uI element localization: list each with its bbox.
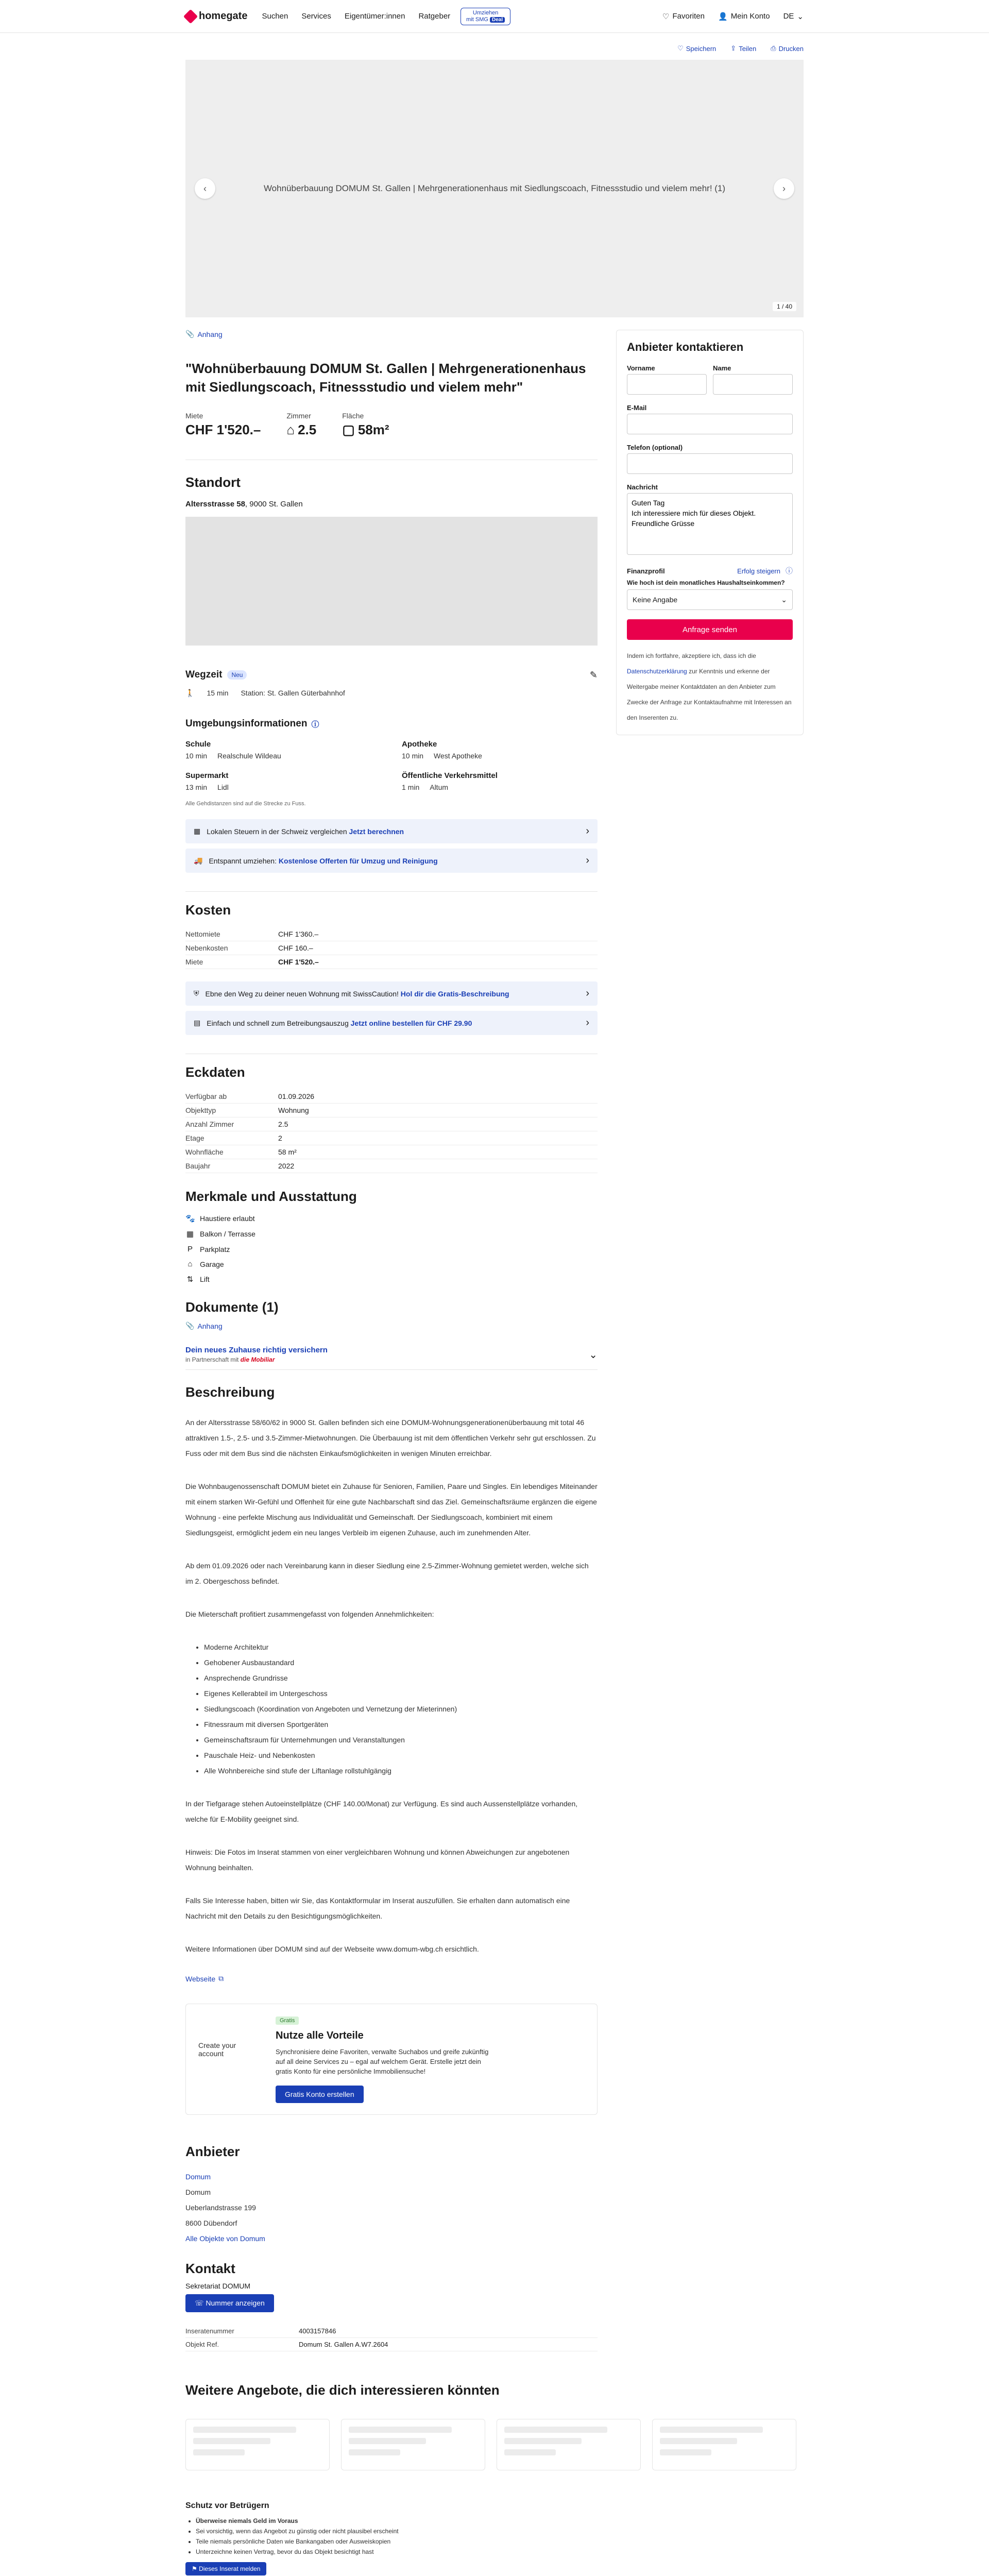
location-map[interactable] (185, 517, 598, 646)
amenity-distance: 1 min (402, 783, 420, 791)
promo-text: Lokalen Steuern in der Schweiz vergleichen (207, 827, 349, 836)
costs-key: Miete (185, 958, 203, 966)
save-label: Speichern (686, 44, 717, 53)
provider-street: Ueberlandstrasse 199 (185, 2204, 256, 2212)
description-paragraph: Falls Sie Interesse haben, bitten wir Sie, das Kontaktformular im Inserat auszufüllen. Sie erhalten dann automatisch eine Nachricht mit den Details zu den Besichtigungsmöglichkeiten. (185, 1896, 570, 1920)
attachment-label: Anhang (197, 330, 223, 338)
fact-area (342, 412, 389, 438)
description-paragraph: Die Wohnbaugenossenschaft DOMUM bietet ein Zuhause für Senioren, Familien, Paare und Singles. Ein lebendiges Miteinander mit einem starken Wir-Gefühl und Offenheit für eine gute Nachbarschaft sind das Ziel. Gemeinschaftsräume ergänzen die eigene Wohnung - eine perfekte Mischung aus Individualität und Gemeinschaft. Der Siedlungscoach, kombiniert mit einem Siedlungsgeist, ermöglicht jedem ein neu langes Verbleib im eigenen Zuhause, auch im zunehmenden Alter. (185, 1482, 598, 1537)
promo-tax-compare[interactable] (185, 819, 598, 843)
feature-item (185, 1245, 598, 1253)
create-account-text: Synchronisiere deine Favoriten, verwalte Suchabos und greife zukünftig auf all deine Services zu – egal auf welchem Gerät. Erstelle jetzt dein gratis Konto für eine persönliche Immobiliensuche! (276, 2048, 489, 2075)
fact-rent-label: Miete (185, 412, 203, 420)
costs-key: Nebenkosten (185, 944, 228, 952)
language-label: DE (783, 12, 794, 21)
key-data-row (185, 1159, 598, 1173)
feature-label: Haustiere erlaubt (200, 1214, 255, 1223)
description-section (185, 1384, 598, 1983)
chevron-down-icon: ⌄ (589, 1349, 598, 1361)
amenities-grid (185, 740, 598, 791)
costs-value: CHF 1'360.– (278, 930, 319, 938)
amenity-pharmacy (402, 740, 598, 760)
content-area (0, 330, 989, 2382)
info-icon[interactable]: ⓘ (786, 567, 793, 575)
provider-link[interactable]: Domum (185, 2173, 211, 2181)
description-paragraph: Hinweis: Die Fotos im Inserat stammen von einer vergleichbaren Wohnung und können Abweichungen zur angebotenen Wohnung beinhalten. (185, 1848, 570, 1872)
wegzeit-time: 15 min (207, 689, 229, 697)
key-data-row (185, 1104, 598, 1117)
smg-deal-badge[interactable] (461, 8, 510, 25)
mobiliar-title: Dein neues Zuhause richtig versichern (185, 1346, 328, 1354)
amenity-transport (402, 771, 598, 791)
heart-icon: ♡ (662, 12, 670, 21)
merkmale-heading: Merkmale und Ausstattung (185, 1189, 357, 1204)
key-data-key: Objekttyp (185, 1106, 216, 1114)
account-link[interactable] (718, 12, 770, 21)
chevron-right-icon: › (586, 1017, 589, 1028)
description-list-item: • Gehobener Ausbaustandard (204, 1655, 598, 1670)
print-icon: ⎙ (771, 44, 776, 52)
feature-label: Lift (200, 1275, 210, 1283)
create-account-button[interactable]: Gratis Konto erstellen (276, 2086, 364, 2103)
key-data-row (185, 1117, 598, 1131)
finance-profile-row (627, 566, 793, 576)
amenity-name: Lidl (217, 783, 229, 791)
mobiliar-insurance-promo[interactable] (185, 1346, 598, 1370)
listing-title: "Wohnüberbauung DOMUM St. Gallen | Mehrgenerationenhaus mit Siedlungscoach, Fitnessstudio und vielem mehr" (185, 361, 586, 395)
costs-value: CHF 1'520.– (278, 958, 319, 966)
gallery-image-caption: Wohnüberbauung DOMUM St. Gallen | Mehrgenerationenhaus mit Siedlungscoach, Fitnessstudio und vielem mehr! (1) (263, 183, 726, 193)
key-data-key: Etage (185, 1134, 204, 1142)
id-key: Objekt Ref. (185, 2341, 219, 2348)
dokumente-heading: Dokumente (1) (185, 1299, 279, 1315)
free-badge: Gratis (276, 2016, 299, 2025)
contact-form-title: Anbieter kontaktieren (627, 341, 744, 353)
show-number-button[interactable] (185, 2294, 274, 2312)
key-data-value: 58 m² (278, 1148, 297, 1156)
amenity-school (185, 740, 381, 760)
wegzeit-heading: Wegzeit (185, 669, 223, 680)
garage-icon: ⌂ (187, 1260, 193, 1268)
key-data-row (185, 1145, 598, 1159)
message-textarea[interactable] (627, 493, 793, 555)
amenity-name: Altum (430, 783, 449, 791)
save-button[interactable] (677, 44, 716, 53)
promo-swisscaution[interactable] (185, 981, 598, 1006)
create-account-title: Nutze alle Vorteile (276, 2030, 364, 2041)
wegzeit-row (185, 689, 598, 698)
main-column (185, 330, 598, 2382)
key-data-key: Anzahl Zimmer (185, 1120, 234, 1128)
costs-row (185, 955, 598, 969)
fact-rent (185, 412, 261, 438)
feature-item (185, 1275, 598, 1284)
amenity-category: Apotheke (402, 740, 437, 749)
description-list-item: • Fitnessraum mit diversen Sportgeräten (204, 1717, 598, 1732)
contact-section (185, 2261, 598, 2312)
promo-text: Entspannt umziehen: (209, 856, 279, 865)
parking-icon: P (187, 1245, 193, 1253)
promo-line-2: mit SMG (466, 16, 490, 23)
legal-text-post: zur Kenntnis und erkenne der Weitergabe meiner Kontaktdaten an den Anbieter zum Zwecke der Anfrage zur Kontaktaufnahme mit Interessen an den Inserenten zu. (627, 668, 792, 721)
chevron-right-icon: › (586, 825, 589, 837)
provider-all-listings-link[interactable]: Alle Objekte von Domum (185, 2234, 265, 2243)
lastname-label: Name (713, 364, 731, 372)
costs-key: Nettomiete (185, 930, 220, 938)
description-list-item: • Ansprechende Grundrisse (204, 1670, 598, 1686)
id-row (185, 2338, 598, 2351)
report-listing-label: Dieses Inserat melden (199, 2565, 261, 2572)
key-data-value: 01.09.2026 (278, 1092, 315, 1100)
phone-input[interactable] (627, 453, 793, 474)
create-account-label: Create your account (198, 2041, 236, 2058)
paperclip-icon: 📎 (185, 330, 195, 338)
address (185, 500, 598, 509)
income-select[interactable] (627, 589, 793, 610)
nav-item-services[interactable]: Services (301, 12, 331, 21)
feature-label: Parkplatz (200, 1245, 230, 1253)
privacy-link[interactable]: Datenschutzerklärung (627, 668, 687, 675)
more-offers-section (0, 2382, 989, 2576)
lift-icon: ⇅ (186, 1275, 194, 1284)
legal-text-pre: Indem ich fortfahre, akzeptiere ich, dass ich die (627, 652, 756, 659)
more-offers-heading: Weitere Angebote, die dich interessieren könnten (185, 2382, 500, 2398)
fact-rooms-label: Zimmer (286, 412, 311, 420)
calculator-icon: ▦ (194, 827, 201, 835)
address-city: , 9000 St. Gallen (245, 500, 303, 509)
promo-moving-offers[interactable] (185, 849, 598, 873)
site-header (0, 0, 989, 33)
contact-name: Sekretariat DOMUM (185, 2282, 251, 2290)
promo-text: Einfach und schnell zum Betreibungsauszug (207, 1019, 351, 1027)
nav-item-suchen[interactable]: Suchen (262, 12, 288, 21)
nav-item-ratgeber[interactable]: Ratgeber (418, 12, 451, 21)
description-list-item: • Eigenes Kellerabteil im Untergeschoss (204, 1686, 598, 1701)
description-list-item: • Moderne Architektur (204, 1639, 598, 1655)
language-switcher[interactable] (783, 12, 804, 21)
firstname-label: Vorname (627, 364, 655, 372)
id-row (185, 2325, 598, 2338)
phone-label: Telefon (optional) (627, 444, 683, 451)
message-label: Nachricht (627, 483, 658, 491)
anbieter-heading: Anbieter (185, 2144, 240, 2159)
key-data-row (185, 1131, 598, 1145)
kosten-heading: Kosten (185, 902, 231, 918)
paperclip-icon: 📎 (185, 1321, 195, 1330)
description-list-item: • Gemeinschaftsraum für Unternehmungen und Veranstaltungen (204, 1732, 598, 1748)
costs-row (185, 927, 598, 941)
homegate-logo[interactable] (185, 10, 247, 22)
offer-cards (185, 2419, 804, 2470)
amenity-supermarket (185, 771, 381, 791)
sidebar (616, 330, 804, 2382)
main-nav (262, 12, 450, 21)
image-gallery[interactable] (185, 60, 804, 317)
form-legal-note (627, 648, 793, 725)
flag-icon: ⚑ (192, 2565, 199, 2572)
phone-icon: ☏ (195, 2299, 206, 2307)
key-data-value: 2022 (278, 1162, 295, 1170)
send-request-button[interactable]: Anfrage senden (627, 619, 793, 640)
id-value: 4003157846 (299, 2327, 336, 2335)
key-data-value: 2.5 (278, 1120, 288, 1128)
chevron-right-icon: › (586, 988, 589, 999)
amenity-distance: 10 min (185, 752, 208, 760)
key-data-value: Wohnung (278, 1106, 309, 1114)
description-list (204, 1639, 598, 1778)
share-button[interactable] (730, 44, 756, 53)
lastname-input[interactable] (713, 374, 793, 395)
website-label: Webseite (185, 1974, 216, 1983)
description-paragraph: Die Mieterschaft profitiert zusammengefasst von folgenden Annehmlichkeiten: (185, 1610, 434, 1618)
balcony-icon: ▦ (186, 1230, 194, 1239)
promo-text: Ebne den Weg zu deiner neuen Wohnung mit SwissCaution! (205, 989, 401, 998)
feature-item (185, 1229, 598, 1239)
document-attachment-link[interactable] (185, 1321, 598, 1330)
amenity-category: Supermarkt (185, 771, 229, 780)
id-key: Inseratenummer (185, 2327, 234, 2335)
fact-rent-value: CHF 1'520.– (185, 422, 261, 437)
provider-section (185, 2144, 598, 2246)
promo-link: Jetzt online bestellen für CHF 29.90 (350, 1019, 472, 1027)
amenities-disclaimer: Alle Gehdistanzen sind auf die Strecke zu Fuss. (185, 801, 306, 807)
contact-form (616, 330, 804, 735)
income-question: Wie hoch ist dein monatliches Haushaltseinkommen? (627, 579, 785, 586)
promo-link: Kostenlose Offerten für Umzug und Reinigung (278, 856, 438, 865)
attachment-link[interactable] (185, 330, 598, 338)
rooms-icon: ⌂ (286, 422, 295, 437)
external-link-icon: ⧉ (218, 1974, 224, 1982)
gallery-next-button[interactable]: › (774, 178, 794, 199)
share-label: Teilen (739, 44, 757, 53)
promo-betreibungsauszug[interactable] (185, 1011, 598, 1035)
pet-icon: 🐾 (185, 1214, 195, 1223)
standort-heading: Standort (185, 474, 241, 490)
gallery-actions (185, 44, 804, 53)
amenity-name: Realschule Wildeau (217, 752, 281, 760)
document-icon: ▤ (194, 1019, 201, 1027)
description-paragraph: In der Tiefgarage stehen Autoeinstellplätze (CHF 140.00/Monat) zur Verfügung. Es sind auch Aussenstellplätze vorhanden, welche für E-Mobility geeignet sind. (185, 1800, 578, 1823)
fraud-list (196, 2516, 804, 2557)
kontakt-heading: Kontakt (185, 2261, 235, 2276)
truck-icon: 🚚 (194, 856, 203, 865)
feature-label: Balkon / Terrasse (200, 1230, 255, 1238)
feature-item (185, 1214, 598, 1223)
description-paragraph: Weitere Informationen über DOMUM sind auf der Webseite www.domum-wbg.ch ersichtlich. (185, 1945, 479, 1953)
document-attachment-label: Anhang (197, 1321, 223, 1330)
account-label: Mein Konto (730, 12, 770, 21)
info-icon[interactable]: ⓘ (311, 720, 319, 729)
key-data-key: Baujahr (185, 1162, 211, 1170)
offer-card-placeholder[interactable] (341, 2419, 485, 2470)
promo-link: Hol dir die Gratis-Beschreibung (400, 989, 509, 998)
umgebung-heading (185, 718, 598, 730)
favorites-label: Favoriten (672, 12, 705, 21)
description-list-item: • Siedlungscoach (Koordination von Angeboten und Vernetzung der Mieterinnen) (204, 1701, 598, 1717)
provider-name: Domum (185, 2188, 211, 2196)
key-data-key: Wohnfläche (185, 1148, 224, 1156)
key-data-key: Verfügbar ab (185, 1092, 227, 1100)
wegzeit-header (185, 669, 598, 681)
header-actions (662, 12, 804, 21)
shield-icon: ⛨ (194, 989, 199, 997)
fraud-heading: Schutz vor Betrügern (185, 2501, 269, 2510)
print-label: Drucken (778, 44, 804, 53)
gallery-section (0, 44, 989, 317)
report-listing-button[interactable] (185, 2562, 266, 2575)
fraud-item: • Sei vorsichtig, wenn das Angebot zu günstig oder nicht plausibel erscheint (196, 2526, 804, 2536)
beschreibung-heading: Beschreibung (185, 1384, 275, 1400)
key-facts (185, 412, 598, 438)
print-button[interactable] (771, 44, 804, 53)
provider-city: 8600 Dübendorf (185, 2219, 237, 2227)
gallery-counter: 1 / 40 (773, 302, 796, 311)
income-select-value: Keine Angabe (633, 596, 678, 604)
description-paragraph: An der Altersstrasse 58/60/62 in 9000 St. Gallen befinden sich eine DOMUM-Wohnungsgenerationenüberbauung mit total 46 attraktiven 1.5-, 2.5- und 3.5-Zimmer-Mietwohnungen. Die Überbauung ist mit dem öffentlichen Verkehr sehr gut erschlossen. Zu Fuss oder mit dem Bus sind die nächsten Einkaufsmöglichkeiten in wenigen Minuten erreichbar. (185, 1418, 596, 1458)
fact-rooms (286, 412, 316, 438)
fraud-item: • Unterzeichne keinen Vertrag, bevor du das Objekt besichtigt hast (196, 2547, 804, 2557)
promo-link: Jetzt berechnen (349, 827, 404, 836)
favorites-link[interactable] (662, 12, 705, 21)
logo-icon (183, 9, 198, 23)
promo-tag: Deal (490, 17, 505, 23)
key-data-row (185, 1090, 598, 1104)
wegzeit-destination: Station: St. Gallen Güterbahnhof (241, 689, 345, 697)
finance-profile-link[interactable]: Erfolg steigern (737, 567, 780, 575)
amenity-distance: 10 min (402, 752, 424, 760)
listing-ids (185, 2325, 598, 2351)
amenity-category: Öffentliche Verkehrsmittel (402, 771, 498, 780)
description-list-item: • Alle Wohnbereiche sind stufe der Liftanlage rollstuhlgängig (204, 1763, 598, 1778)
feature-item (185, 1260, 598, 1268)
fraud-protection (185, 2501, 804, 2576)
offer-card-placeholder[interactable] (652, 2419, 796, 2470)
website-link[interactable] (185, 1974, 598, 1983)
promo-line-1: Umziehen (472, 9, 499, 16)
chevron-down-icon: ⌄ (781, 595, 787, 604)
firstname-input[interactable] (627, 374, 707, 395)
key-data-value: 2 (278, 1134, 282, 1142)
email-input[interactable] (627, 414, 793, 434)
chevron-down-icon: ⌄ (797, 12, 804, 21)
key-data-table (185, 1090, 598, 1173)
create-account-card (185, 2004, 598, 2115)
nav-item-eigentuemer[interactable]: Eigentümer:innen (344, 12, 405, 21)
logo-text: homegate (199, 10, 248, 22)
fact-rooms-value: 2.5 (298, 422, 317, 437)
chevron-right-icon: › (586, 855, 589, 866)
costs-row (185, 941, 598, 955)
show-number-label: Nummer anzeigen (206, 2299, 265, 2307)
amenity-distance: 13 min (185, 783, 208, 791)
address-street: Altersstrasse 58 (185, 500, 245, 509)
finance-profile-label: Finanzprofil (627, 567, 665, 575)
umgebung-heading-text: Umgebungsinformationen (185, 718, 308, 729)
walk-icon: 🚶 (185, 689, 195, 697)
divider (185, 891, 598, 892)
new-badge: Neu (227, 670, 247, 680)
mobiliar-logo: die Mobiliar (240, 1356, 275, 1363)
fraud-item: • Teile niemals persönliche Daten wie Bankangaben oder Ausweiskopien (196, 2536, 804, 2547)
amenity-category: Schule (185, 740, 211, 749)
feature-label: Garage (200, 1260, 224, 1268)
costs-table (185, 927, 598, 969)
user-icon: 👤 (718, 12, 728, 21)
features-list (185, 1214, 598, 1284)
id-value: Domum St. Gallen A.W7.2604 (299, 2341, 388, 2348)
gallery-prev-button[interactable]: ‹ (195, 178, 215, 199)
email-label: E-Mail (627, 404, 647, 412)
fraud-item: • Überweise niemals Geld im Voraus (196, 2516, 804, 2526)
share-icon: ⇪ (730, 44, 737, 52)
description-paragraph: Ab dem 01.09.2026 oder nach Vereinbarung kann in dieser Siedlung eine 2.5-Zimmer-Wohnung gemietet werden, welche sich im 2. Obergeschoss befindet. (185, 1562, 589, 1585)
eckdaten-heading: Eckdaten (185, 1064, 245, 1080)
heart-icon: ♡ (677, 44, 684, 52)
costs-value: CHF 160.– (278, 944, 313, 952)
fact-area-label: Fläche (342, 412, 364, 420)
offer-card-placeholder[interactable] (185, 2419, 330, 2470)
fact-area-value: 58m² (357, 422, 389, 437)
amenity-name: West Apotheke (434, 752, 482, 760)
edit-icon[interactable]: ✎ (589, 669, 598, 680)
area-icon: ▢ (342, 422, 355, 437)
description-list-item: • Pauschale Heiz- und Nebenkosten (204, 1748, 598, 1763)
mobiliar-sub: in Partnerschaft mit (185, 1356, 241, 1363)
offer-card-placeholder[interactable] (497, 2419, 641, 2470)
